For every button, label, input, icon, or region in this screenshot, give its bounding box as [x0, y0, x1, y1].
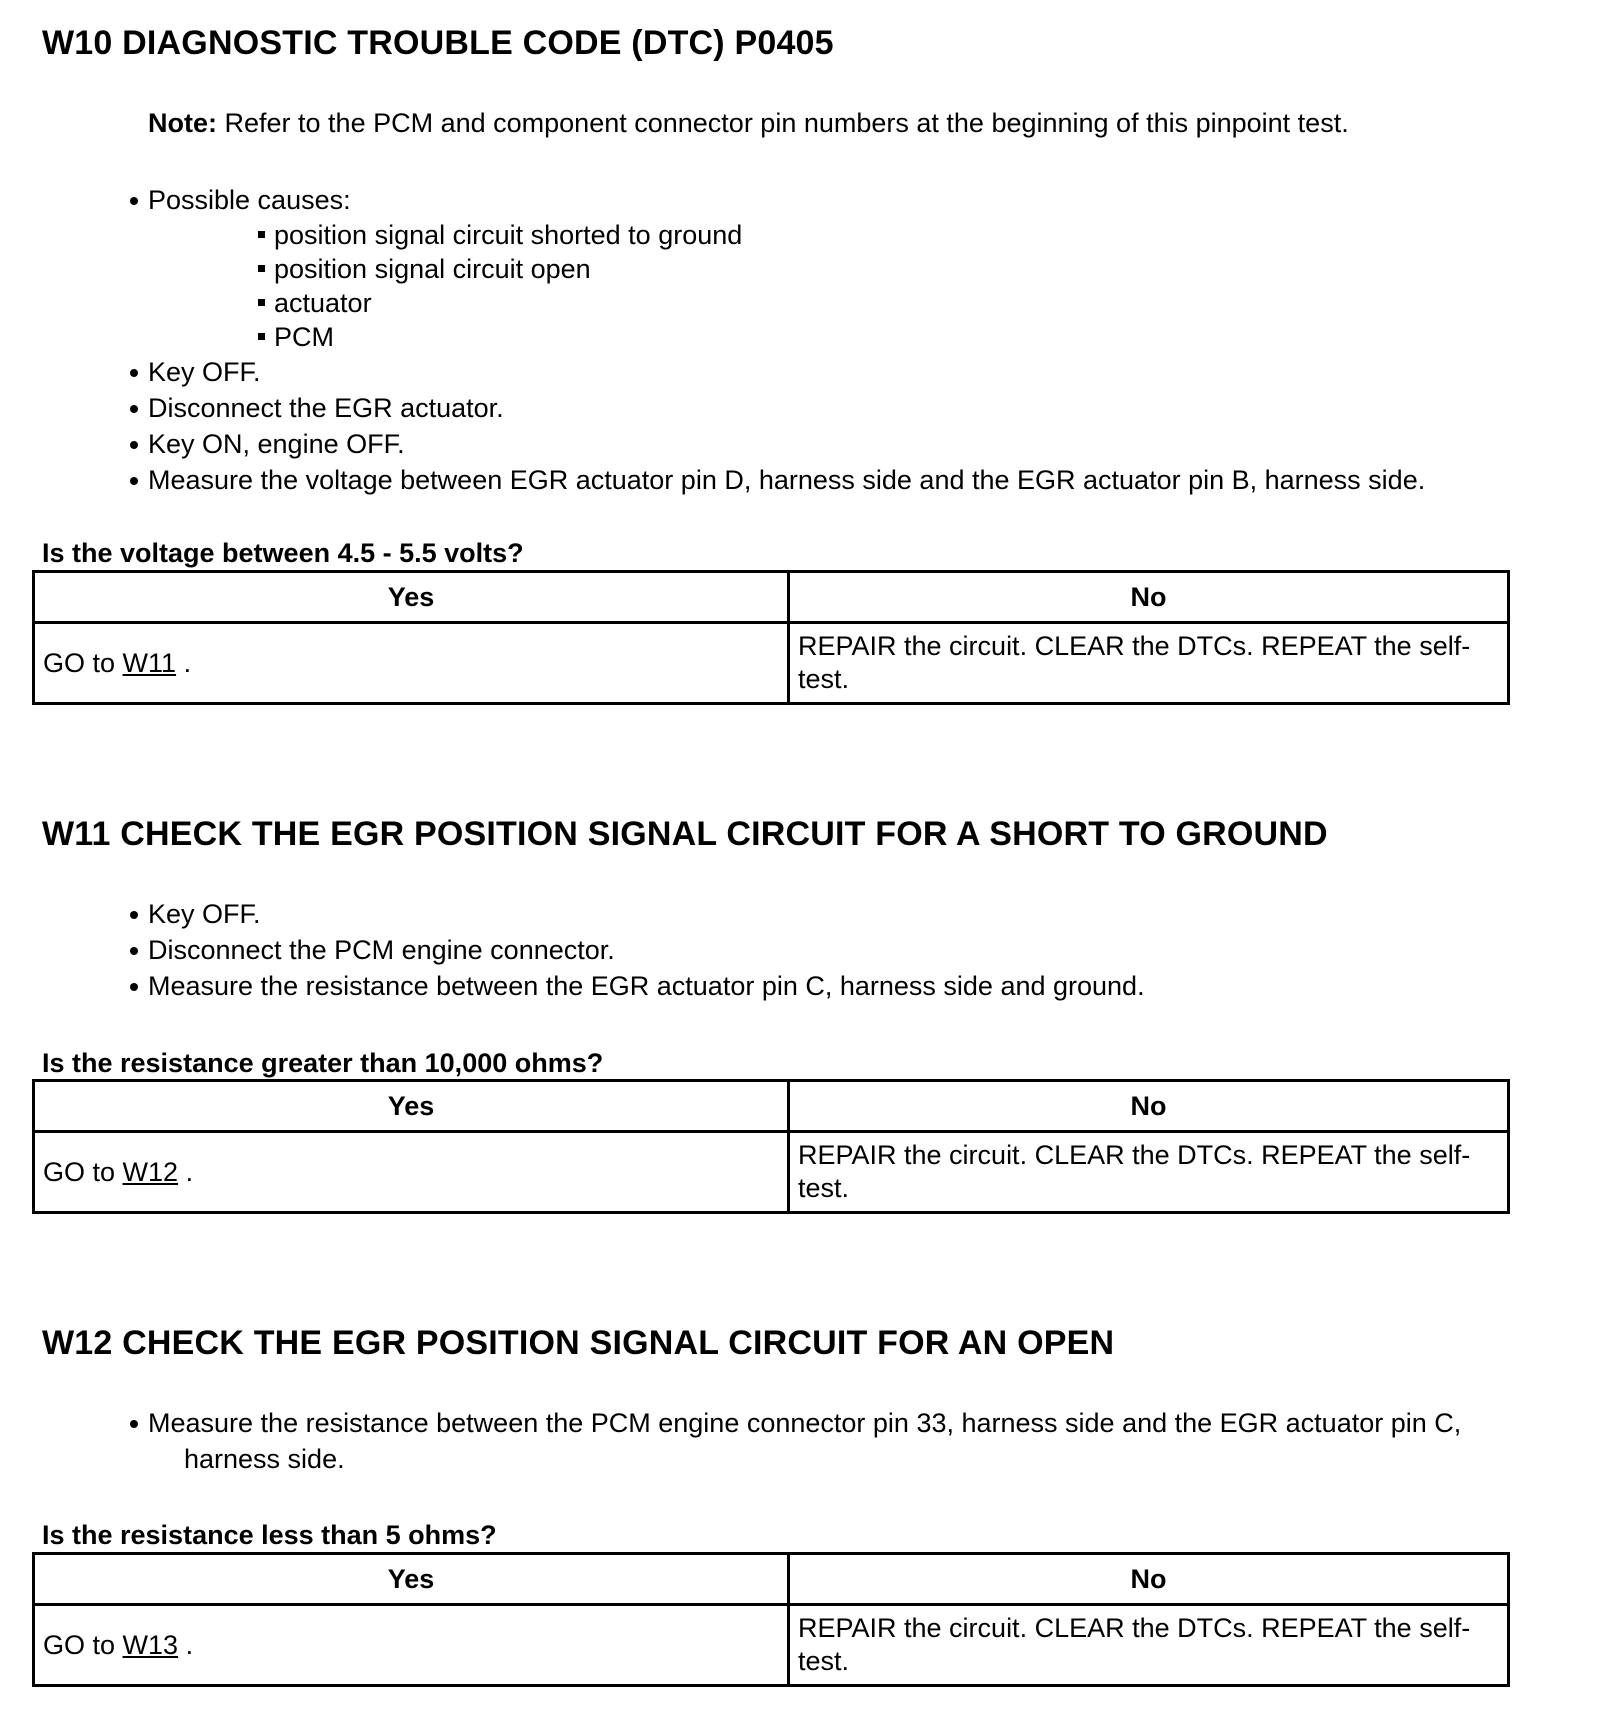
bullet-icon: [130, 369, 138, 377]
w12-question: Is the resistance less than 5 ohms?: [42, 1520, 497, 1550]
list-item: [128, 968, 1145, 1004]
w12-step-list: [128, 1405, 1461, 1477]
bullet-icon: [130, 441, 138, 449]
list-item: [256, 218, 1425, 252]
list-item: [128, 354, 1425, 390]
w11-question: Is the resistance greater than 10,000 ohms?: [42, 1048, 604, 1078]
bullet-icon: [130, 983, 138, 991]
square-bullet-icon: [258, 231, 265, 238]
square-bullet-icon: [258, 265, 265, 272]
step-text: Key OFF.: [148, 899, 261, 929]
list-item: [256, 252, 1425, 286]
w11-title: W11 CHECK THE EGR POSITION SIGNAL CIRCUIT FOR A SHORT TO GROUND: [42, 815, 1328, 853]
goto-w13-link[interactable]: W13: [122, 1629, 179, 1660]
goto-w11-link[interactable]: W11: [122, 647, 177, 678]
list-item: [256, 286, 1425, 320]
yes-suffix: .: [185, 1629, 194, 1660]
bullet-icon: [130, 197, 138, 205]
list-item: [128, 462, 1425, 498]
bullet-icon: [130, 947, 138, 955]
w11-yes-no-table: [32, 1079, 1510, 1214]
yes-prefix: GO to: [43, 647, 116, 678]
yes-header: Yes: [34, 1554, 789, 1605]
no-cell: REPAIR the circuit. CLEAR the DTCs. REPEAT the self-test.: [789, 1605, 1509, 1686]
w10-title: W10 DIAGNOSTIC TROUBLE CODE (DTC) P0405: [42, 24, 834, 62]
yes-suffix: .: [183, 647, 192, 678]
bullet-icon: [130, 477, 138, 485]
square-bullet-icon: [258, 299, 265, 306]
goto-w12-link[interactable]: W12: [122, 1156, 179, 1187]
yes-cell: [34, 623, 789, 704]
list-item: [128, 1405, 1461, 1477]
w12-yes-no-table: [32, 1552, 1510, 1687]
note-text: Refer to the PCM and component connector pin numbers at the beginning of this pinpoint test.: [224, 108, 1349, 138]
w10-yes-no-table: [32, 570, 1510, 705]
yes-header: Yes: [34, 572, 789, 623]
step-text: Measure the resistance between the EGR actuator pin C, harness side and ground.: [148, 971, 1145, 1001]
yes-header: Yes: [34, 1081, 789, 1132]
no-header: No: [789, 1554, 1509, 1605]
step-text: Measure the resistance between the PCM engine connector pin 33, harness side and the EGR actuator pin C,: [148, 1408, 1462, 1438]
yes-suffix: .: [185, 1156, 194, 1187]
causes-list: [148, 218, 1425, 354]
yes-cell: [34, 1132, 789, 1213]
no-header: No: [789, 1081, 1509, 1132]
cause-text: PCM: [274, 322, 334, 352]
no-cell: REPAIR the circuit. CLEAR the DTCs. REPEAT the self-test.: [789, 623, 1509, 704]
cause-text: position signal circuit open: [274, 254, 591, 284]
step-text: Measure the voltage between EGR actuator pin D, harness side and the EGR actuator pin B, harness side.: [148, 465, 1426, 495]
square-bullet-icon: [258, 333, 265, 340]
note-label: Note:: [148, 108, 217, 138]
bullet-icon: [130, 405, 138, 413]
w10-step-list: [128, 182, 1425, 498]
step-text: Key OFF.: [148, 357, 261, 387]
list-item: [256, 320, 1425, 354]
causes-label: Possible causes:: [148, 185, 351, 215]
yes-cell: [34, 1605, 789, 1686]
step-text: Key ON, engine OFF.: [148, 429, 405, 459]
list-item: [128, 426, 1425, 462]
cause-text: position signal circuit shorted to ground: [274, 220, 743, 250]
no-cell: REPAIR the circuit. CLEAR the DTCs. REPEAT the self-test.: [789, 1132, 1509, 1213]
yes-prefix: GO to: [43, 1156, 116, 1187]
bullet-icon: [130, 1420, 138, 1428]
w10-note: [148, 108, 1349, 139]
cause-text: actuator: [274, 288, 372, 318]
w12-title: W12 CHECK THE EGR POSITION SIGNAL CIRCUIT FOR AN OPEN: [42, 1324, 1115, 1362]
step-text-continued: harness side.: [184, 1444, 345, 1474]
w10-question: Is the voltage between 4.5 - 5.5 volts?: [42, 538, 524, 568]
list-item: [128, 390, 1425, 426]
list-item: [128, 182, 1425, 354]
yes-prefix: GO to: [43, 1629, 116, 1660]
no-header: No: [789, 572, 1509, 623]
step-text: Disconnect the PCM engine connector.: [148, 935, 615, 965]
list-item: [128, 932, 1145, 968]
step-text: Disconnect the EGR actuator.: [148, 393, 504, 423]
bullet-icon: [130, 911, 138, 919]
list-item: [128, 896, 1145, 932]
w11-step-list: [128, 896, 1145, 1004]
